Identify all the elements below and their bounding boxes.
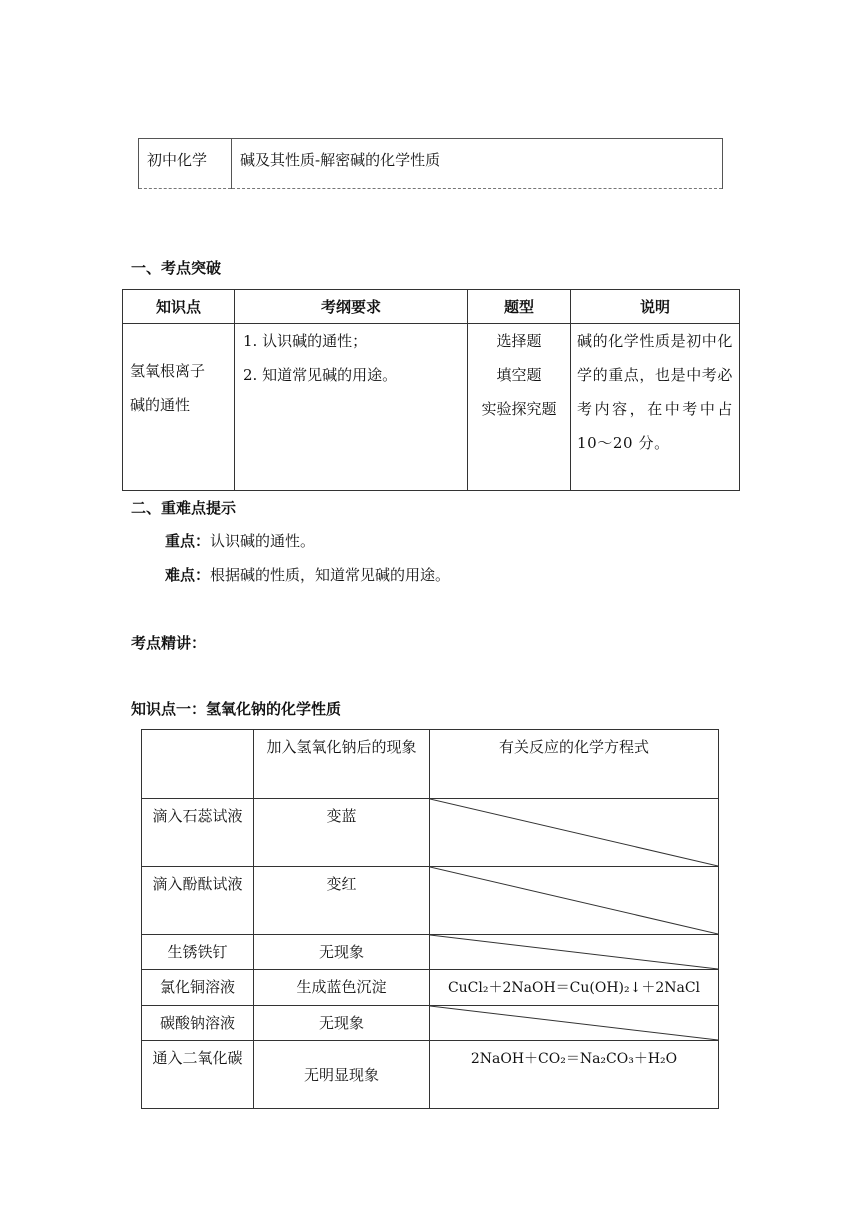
equation-text: 2NaOH＋CO₂＝Na₂CO₃＋H₂O <box>470 1051 678 1067</box>
requirement-item: 2. 知道常见碱的用途。 <box>243 366 398 384</box>
equation-cell <box>430 1041 719 1109</box>
diagonal-slash <box>430 1006 718 1040</box>
subject-cell: 初中化学 <box>139 139 232 189</box>
difficult-point-label: 难点： <box>165 566 211 584</box>
question-type-cell <box>468 324 571 491</box>
diagonal-slash <box>430 935 718 969</box>
diagonal-slash <box>430 799 718 866</box>
phenomenon-cell: 变红 <box>254 867 430 935</box>
naoh-properties-table <box>141 729 719 1109</box>
key-point-text: 认识碱的通性。 <box>210 532 316 550</box>
header-note: 说明 <box>571 290 740 324</box>
section1-title: 一、考点突破 <box>131 259 222 277</box>
reagent-cell: 滴入石蕊试液 <box>142 799 254 867</box>
reagent-cell: 滴入酚酞试液 <box>142 867 254 935</box>
difficult-point-line <box>165 564 450 585</box>
phenomenon-cell: 生成蓝色沉淀 <box>254 970 430 1006</box>
header-knowledge-point: 知识点 <box>123 290 235 324</box>
note-cell: 碱的化学性质是初中化学的重点，也是中考必考内容，在中考中占 10～20 分。 <box>571 324 740 491</box>
difficult-point-text: 根据碱的性质，知道常见碱的用途。 <box>210 566 451 584</box>
key-point-line <box>165 530 315 551</box>
equation-cell-empty <box>430 867 719 935</box>
phenomenon-cell: 无明显现象 <box>254 1041 430 1109</box>
exam-points-table <box>122 289 740 491</box>
knowledge1-title: 知识点一：氢氧化钠的化学性质 <box>131 700 342 718</box>
equation-cell-empty <box>430 799 719 867</box>
reagent-cell: 氯化铜溶液 <box>142 970 254 1006</box>
header-requirement: 考纲要求 <box>235 290 468 324</box>
knowledge-point-cell <box>123 324 235 491</box>
equation-text: CuCl₂＋2NaOH＝Cu(OH)₂↓＋2NaCl <box>447 980 701 996</box>
header-equation: 有关反应的化学方程式 <box>430 730 719 799</box>
phenomenon-cell: 变蓝 <box>254 799 430 867</box>
reagent-cell: 生锈铁钉 <box>142 935 254 970</box>
key-point-label: 重点： <box>165 532 211 550</box>
phenomenon-cell: 无现象 <box>254 935 430 970</box>
question-type-item: 实验探究题 <box>481 400 557 418</box>
requirement-cell <box>235 324 468 491</box>
knowledge-point-line: 碱的通性 <box>130 396 191 414</box>
header-phenomenon: 加入氢氧化钠后的现象 <box>254 730 430 799</box>
equation-cell <box>430 970 719 1006</box>
diagonal-slash <box>430 867 718 934</box>
section3-title: 考点精讲： <box>131 634 207 652</box>
equation-cell-empty <box>430 1006 719 1041</box>
section2-title: 二、重难点提示 <box>131 499 237 517</box>
header-empty <box>142 730 254 799</box>
phenomenon-cell: 无现象 <box>254 1006 430 1041</box>
topic-cell: 碱及其性质-解密碱的化学性质 <box>232 139 723 189</box>
equation-cell-empty <box>430 935 719 970</box>
reagent-cell: 通入二氧化碳 <box>142 1041 254 1109</box>
header-table <box>138 138 723 189</box>
knowledge-point-line: 氢氧根离子 <box>130 362 206 380</box>
header-question-type: 题型 <box>468 290 571 324</box>
question-type-item: 填空题 <box>496 366 542 384</box>
question-type-item: 选择题 <box>496 332 542 350</box>
requirement-item: 1. 认识碱的通性； <box>243 332 368 350</box>
reagent-cell: 碳酸钠溶液 <box>142 1006 254 1041</box>
